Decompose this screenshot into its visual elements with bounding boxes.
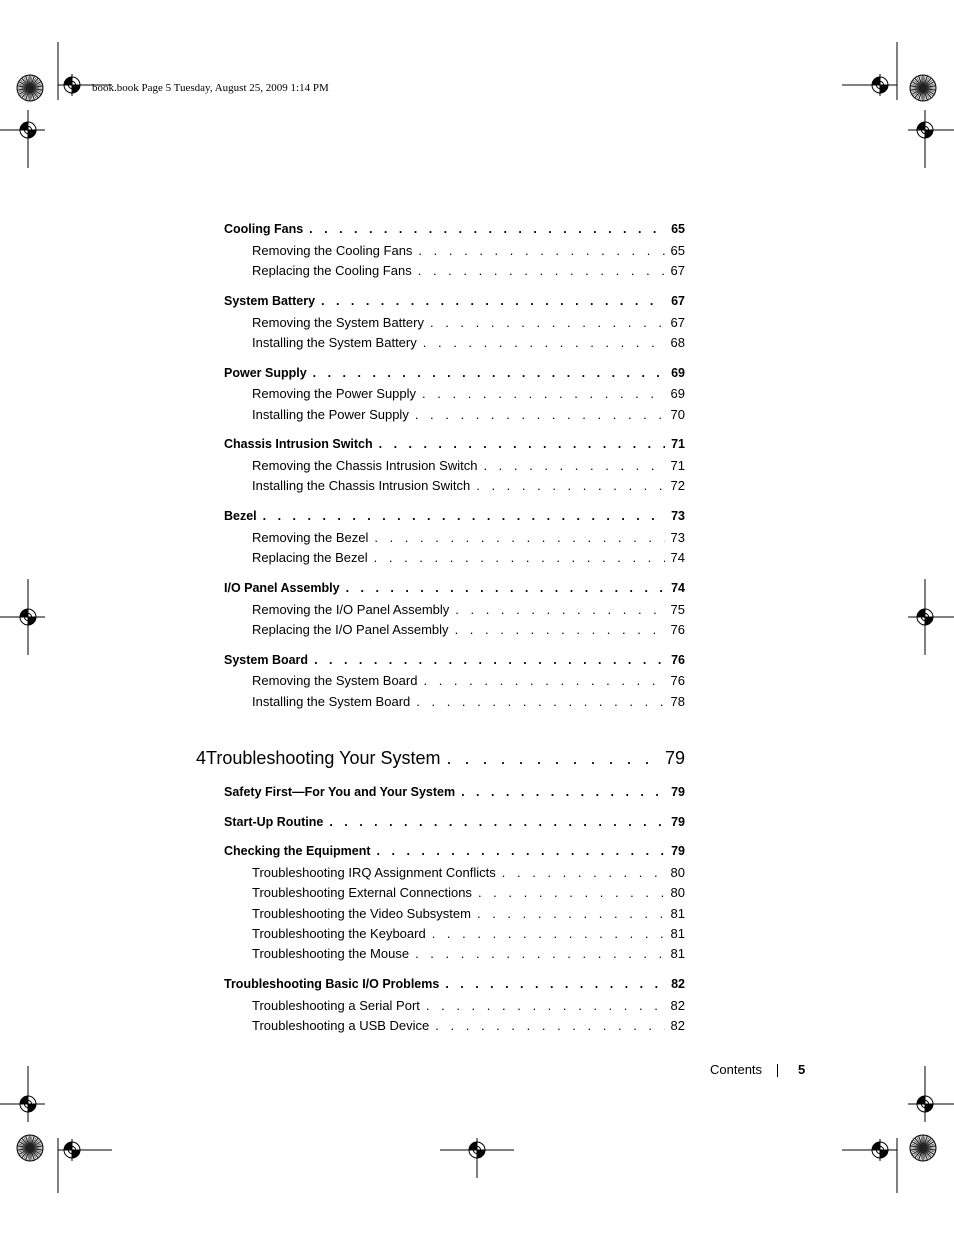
dot-leader [313, 364, 665, 382]
entry-title: Troubleshooting IRQ Assignment Conflicts [252, 865, 496, 880]
entry-title: Removing the Chassis Intrusion Switch [252, 458, 478, 473]
toc-section-entry[interactable] [224, 975, 685, 993]
dot-leader [377, 842, 666, 860]
toc-subsection-entry[interactable] [252, 457, 685, 475]
entry-title: Bezel [224, 509, 257, 523]
dot-leader [432, 925, 665, 943]
entry-page-number: 69 [671, 366, 685, 380]
entry-page-number: 65 [671, 222, 685, 236]
entry-title: Removing the Cooling Fans [252, 243, 413, 258]
entry-title: Installing the System Battery [252, 335, 417, 350]
dot-leader [379, 435, 665, 453]
entry-title: Removing the System Battery [252, 315, 424, 330]
toc-section-entry[interactable] [224, 813, 685, 831]
dot-leader [263, 507, 665, 525]
toc-subsection-entry[interactable] [252, 477, 685, 495]
dot-leader [423, 672, 664, 690]
entry-title: Removing the Power Supply [252, 386, 417, 401]
toc-subsection-entry[interactable] [252, 864, 685, 882]
entry-title: I/O Panel Assembly [224, 581, 340, 595]
toc-section-entry[interactable] [224, 220, 685, 238]
dot-leader [321, 292, 665, 310]
entry-page-number: 76 [670, 622, 685, 637]
dot-leader [455, 621, 665, 639]
entry-page-number: 70 [670, 407, 685, 422]
dot-leader [476, 477, 664, 495]
toc-subsection-entry[interactable] [252, 385, 685, 403]
entry-page-number: 82 [670, 1018, 685, 1033]
dot-leader [418, 262, 665, 280]
toc-subsection-entry[interactable] [252, 693, 685, 711]
entry-page-number: 82 [670, 998, 685, 1013]
entry-page-number: 72 [670, 478, 685, 493]
entry-page-number: 74 [671, 581, 685, 595]
entry-page-number: 67 [671, 294, 685, 308]
entry-page-number: 75 [670, 602, 685, 617]
entry-title: Troubleshooting Your System [206, 748, 441, 768]
entry-page-number: 71 [671, 437, 685, 451]
toc-subsection-entry[interactable] [252, 314, 685, 332]
dot-leader [374, 529, 664, 547]
entry-page-number: 76 [670, 673, 685, 688]
entry-title: Replacing the I/O Panel Assembly [252, 622, 449, 637]
toc-subsection-entry[interactable] [252, 997, 685, 1015]
entry-page-number: 69 [670, 386, 685, 401]
entry-title: Removing the System Board [252, 673, 418, 688]
entry-page-number: 80 [670, 865, 685, 880]
entry-page-number: 81 [670, 926, 685, 941]
entry-title: Replacing the Cooling Fans [252, 263, 412, 278]
entry-page-number: 67 [670, 315, 685, 330]
toc-subsection-entry[interactable] [252, 1017, 685, 1035]
dot-leader [314, 651, 665, 669]
entry-page-number: 79 [671, 844, 685, 858]
toc-subsection-entry[interactable] [252, 621, 685, 639]
toc-subsection-entry[interactable] [252, 334, 685, 352]
toc-subsection-entry[interactable] [252, 945, 685, 963]
toc-section-entry[interactable] [224, 783, 685, 801]
chapter-number: 4 [196, 748, 207, 768]
dot-leader [445, 975, 665, 993]
dot-leader [455, 601, 664, 619]
toc-subsection-entry[interactable] [252, 549, 685, 567]
dot-leader [346, 579, 666, 597]
entry-page-number: 73 [671, 509, 685, 523]
dot-leader [435, 1017, 664, 1035]
footer-section-label: Contents [710, 1062, 763, 1077]
toc-subsection-entry[interactable] [252, 242, 685, 260]
entry-page-number: 79 [664, 748, 685, 768]
entry-title: Troubleshooting a Serial Port [252, 998, 420, 1013]
dot-leader [418, 242, 664, 260]
entry-page-number: 65 [670, 243, 685, 258]
entry-title: Troubleshooting the Video Subsystem [252, 906, 471, 921]
toc-subsection-entry[interactable] [252, 884, 685, 902]
toc-section-entry[interactable] [224, 507, 685, 525]
entry-title: Troubleshooting a USB Device [252, 1018, 430, 1033]
dot-leader [478, 884, 665, 902]
entry-page-number: 80 [670, 885, 685, 900]
entry-title: Installing the System Board [252, 694, 411, 709]
entry-page-number: 81 [670, 906, 685, 921]
entry-title: Troubleshooting the Mouse [252, 946, 410, 961]
dot-leader [415, 945, 664, 963]
entry-page-number: 79 [671, 785, 685, 799]
toc-section-entry[interactable] [224, 292, 685, 310]
entry-page-number: 68 [670, 335, 685, 350]
dot-leader [426, 997, 665, 1015]
entry-title: Removing the Bezel [252, 530, 369, 545]
entry-title: Replacing the Bezel [252, 550, 368, 565]
dot-leader [477, 905, 665, 923]
entry-title: Troubleshooting External Connections [252, 885, 472, 900]
toc-section-entry[interactable] [224, 842, 685, 860]
entry-title: Installing the Chassis Intrusion Switch [252, 478, 471, 493]
entry-title: Troubleshooting Basic I/O Problems [224, 977, 440, 991]
dot-leader [329, 813, 665, 831]
entry-page-number: 71 [670, 458, 685, 473]
entry-title: Start-Up Routine [224, 815, 324, 829]
dot-leader [309, 220, 665, 238]
dot-leader [461, 783, 665, 801]
dot-leader [422, 385, 665, 403]
entry-title: Troubleshooting the Keyboard [252, 926, 426, 941]
entry-page-number: 76 [671, 653, 685, 667]
dot-leader [447, 746, 659, 770]
entry-page-number: 73 [670, 530, 685, 545]
entry-page-number: 82 [671, 977, 685, 991]
entry-title: Checking the Equipment [224, 844, 371, 858]
entry-title: Cooling Fans [224, 222, 304, 236]
toc-section-entry[interactable] [224, 364, 685, 382]
dot-leader [416, 693, 664, 711]
print-header: book.book Page 5 Tuesday, August 25, 2009 1:14 PM [92, 82, 329, 94]
toc-section-entry[interactable] [224, 579, 685, 597]
toc-section-entry[interactable] [224, 435, 685, 453]
toc-subsection-entry[interactable] [252, 905, 685, 923]
dot-leader [483, 457, 664, 475]
toc-subsection-entry[interactable] [252, 406, 685, 424]
entry-page-number: 79 [671, 815, 685, 829]
entry-page-number: 81 [670, 946, 685, 961]
entry-title: Safety First—For You and Your System [224, 785, 456, 799]
entry-title: Installing the Power Supply [252, 407, 409, 422]
footer-page-number: 5 [798, 1062, 806, 1077]
entry-title: Chassis Intrusion Switch [224, 437, 373, 451]
toc-subsection-entry[interactable] [252, 262, 685, 280]
dot-leader [415, 406, 665, 424]
toc-subsection-entry[interactable] [252, 601, 685, 619]
entry-title: Removing the I/O Panel Assembly [252, 602, 450, 617]
dot-leader [502, 864, 665, 882]
dot-leader [374, 549, 665, 567]
dot-leader [423, 334, 665, 352]
toc-chapter-entry[interactable] [196, 746, 685, 770]
entry-title: Power Supply [224, 366, 307, 380]
dot-leader [430, 314, 665, 332]
toc-subsection-entry[interactable] [252, 672, 685, 690]
toc-section-entry[interactable] [224, 651, 685, 669]
toc-subsection-entry[interactable] [252, 925, 685, 943]
entry-page-number: 74 [670, 550, 685, 565]
entry-title: System Battery [224, 294, 316, 308]
entry-page-number: 78 [670, 694, 685, 709]
entry-page-number: 67 [670, 263, 685, 278]
toc-subsection-entry[interactable] [252, 529, 685, 547]
entry-title: System Board [224, 653, 309, 667]
footer-separator [777, 1064, 778, 1077]
